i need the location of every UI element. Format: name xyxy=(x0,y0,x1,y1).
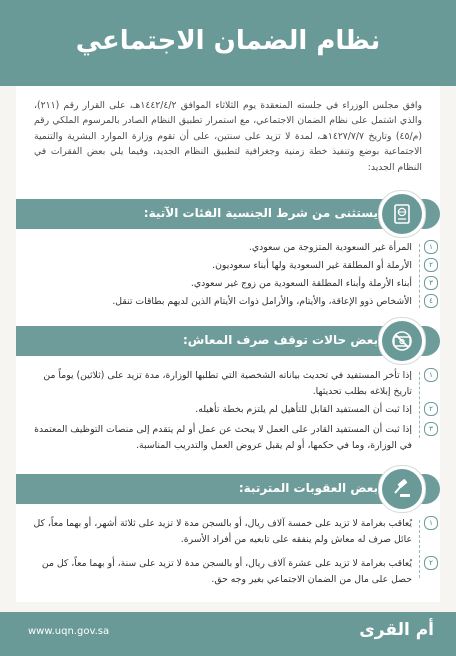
section-1-item-1 xyxy=(30,240,433,256)
section-2-item-3 xyxy=(30,422,433,453)
section-2-guide xyxy=(419,372,420,438)
gavel-icon xyxy=(378,465,426,513)
section-3-item-1 xyxy=(30,516,433,547)
footer-bar xyxy=(0,612,456,656)
item-number-badge: ١ xyxy=(424,516,438,530)
item-number-badge: ٣ xyxy=(424,422,438,436)
content-card xyxy=(16,86,440,602)
section-2-title: بعض حالات توقف صرف المعاش: xyxy=(183,333,378,347)
section-2-item-1 xyxy=(30,368,433,399)
passport-icon xyxy=(378,190,426,238)
section-3-header xyxy=(16,474,440,504)
page-title: نظام الضمان الاجتماعي xyxy=(75,26,381,56)
section-1-header xyxy=(16,199,440,229)
section-3-guide xyxy=(419,520,420,578)
item-number-badge: ١ xyxy=(424,240,438,254)
section-1-item-4 xyxy=(30,294,433,310)
item-text: إذا ثبت أن المستفيد القابل للتأهيل لم يلتزم بخطة تأهيله. xyxy=(195,404,412,415)
section-1-item-3 xyxy=(30,276,433,292)
item-number-badge: ٢ xyxy=(424,258,438,272)
item-text: إذا تأخر المستفيد في تحديث بياناته الشخصية التي تطلبها الوزارة، مدة تزيد على (ثلاثين) يوماً من تاريخ إبلاغه بطلب تحديثها. xyxy=(43,370,412,397)
item-text: يُعاقب بغرامة لا تزيد على خمسة آلاف ريال، أو بالسجن مدة لا تزيد على ثلاثة أشهر، أو بهما معاً، كل عائل صرف له معاش ولم ينفقه على تابعيه من أفراد الأسرة. xyxy=(33,518,412,545)
item-text: الأشخاص ذوو الإعاقة، والأيتام، والأرامل ذوات الأيتام الذين لديهم بطاقات تنقل. xyxy=(112,296,412,307)
section-3-title: بعض العقوبات المترتبة: xyxy=(238,481,378,495)
item-text: أبناء الأرملة وأبناء المطلقة السعودية من زوج غير سعودي. xyxy=(190,278,412,289)
section-3-item-2 xyxy=(30,556,433,587)
intro-paragraph: وافق مجلس الوزراء في جلسته المنعقدة يوم الثلاثاء الموافق ١٤٤٢/٤/٢هـ، على القرار رقم (٢١١)، والذي اشتمل على نظام الضمان الاجتماعي، مع استمرار تطبيق النظام الصادر بالمرسوم الملكي رقم (م/٤٥) وتاريخ ١٤٢٧/٧/٧هـ، لمدة لا تزيد على سنتين، على أن تقوم وزارة الموارد البشرية والتنمية الاجتماعية بوضع وتنفيذ خطة زمنية وجغرافية لتطبيق النظام الجديد، وفيما يلي بعض الفقرات في النظام الجديد: xyxy=(34,100,423,173)
item-text: الأرملة أو المطلقة غير السعودية ولها أبناء سعوديون. xyxy=(212,260,412,271)
section-2-header xyxy=(16,326,440,356)
footer-url[interactable]: www.uqn.gov.sa xyxy=(28,626,110,637)
header-bar xyxy=(0,0,456,86)
section-2-item-2 xyxy=(30,402,433,418)
item-number-badge: ٢ xyxy=(424,402,438,416)
section-1-item-2 xyxy=(30,258,433,274)
section-1-title: يستثنى من شرط الجنسية الفئات الآتية: xyxy=(143,206,378,220)
section-1-guide xyxy=(419,244,420,308)
item-number-badge: ٣ xyxy=(424,276,438,290)
item-text: إذا ثبت أن المستفيد القادر على العمل لا يبحث عن عمل أو لم يتقدم إلى منصات التوظيف المعتمدة في الوزارة، وما في حكمها، أو لم يقبل عروض العمل والتدريب المناسبة. xyxy=(34,424,412,451)
item-text: يُعاقب بغرامة لا تزيد على عشرة آلاف ريال، أو بالسجن مدة لا تزيد على سنة، أو بهما معاً، كل من حصل على مال من الضمان الاجتماعي بغير وجه حق. xyxy=(41,558,412,585)
item-number-badge: ١ xyxy=(424,368,438,382)
item-number-badge: ٢ xyxy=(424,556,438,570)
publisher-logo: أم القرى xyxy=(359,620,434,640)
item-text: المرأة غير السعودية المتزوجة من سعودي. xyxy=(248,242,412,253)
no-money-icon xyxy=(378,317,426,365)
item-number-badge: ٤ xyxy=(424,294,438,308)
